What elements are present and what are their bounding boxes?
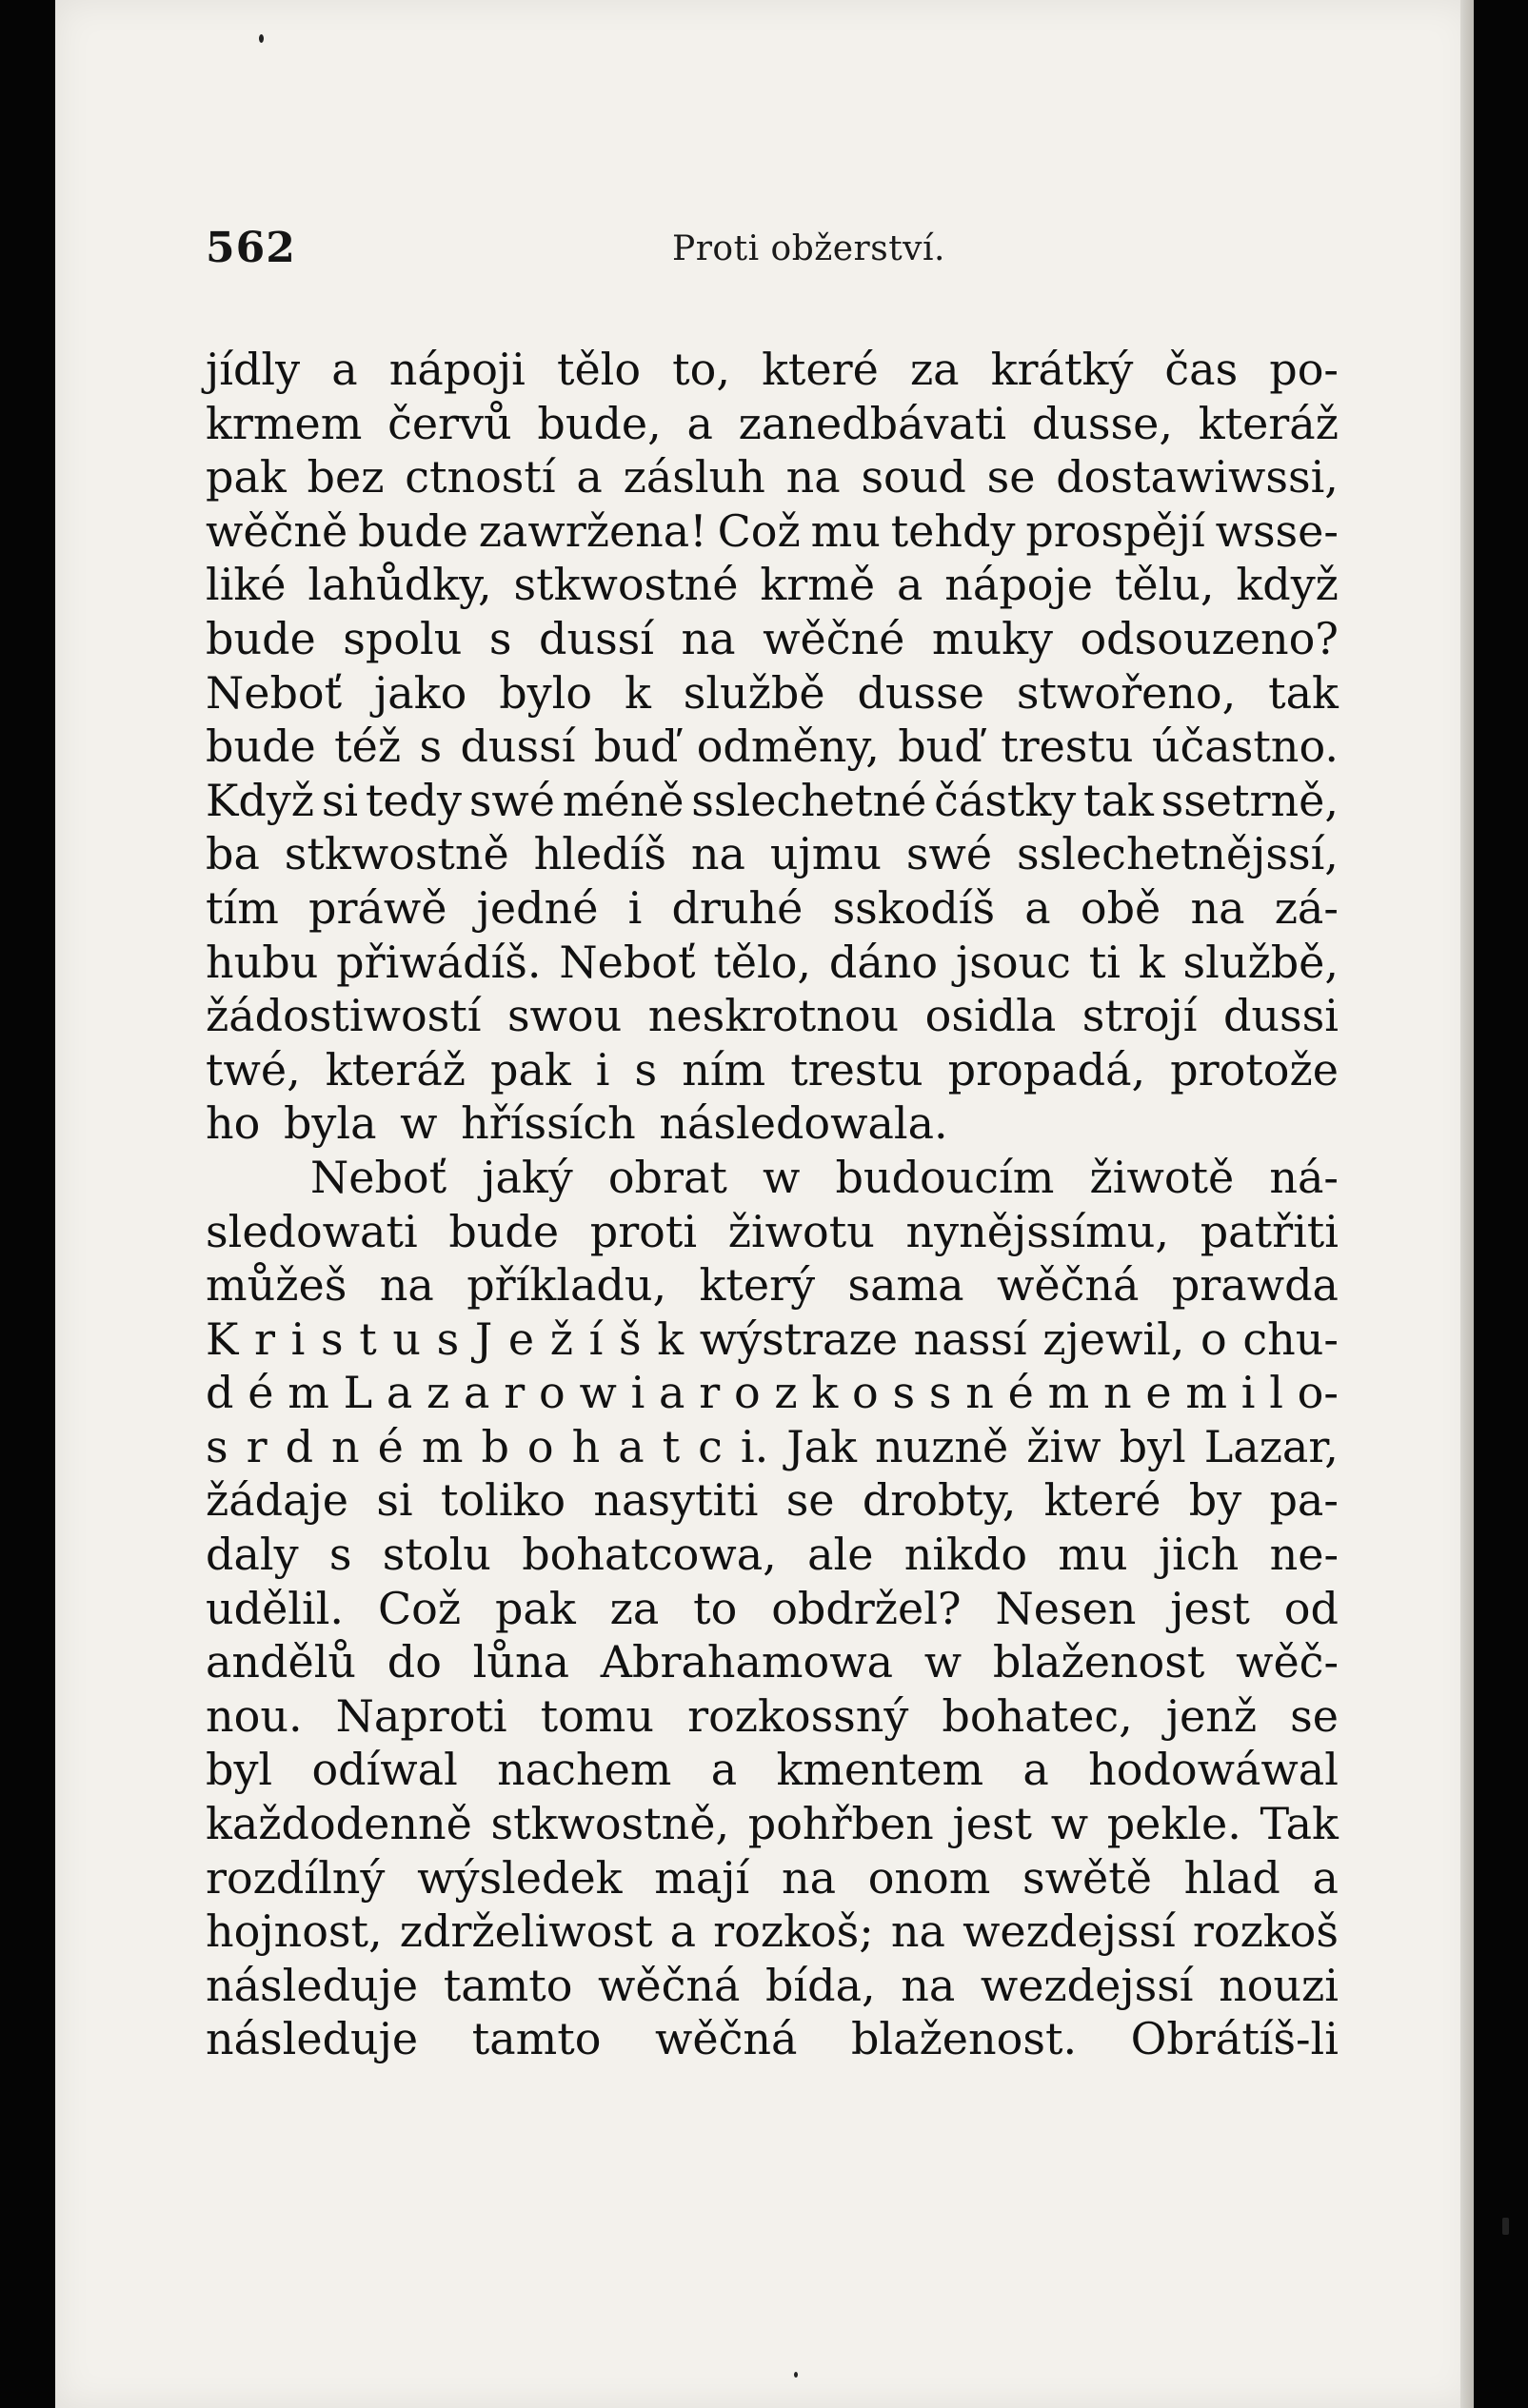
text-line: daly s stolu bohatcowa, ale nikdo mu jich ne- <box>206 1529 1339 1581</box>
text-line: tím práwě jedné i druhé sskodíš a obě na zá- <box>206 881 1339 934</box>
body-text <box>206 343 1339 2066</box>
text-line: twé, kteráž pak i s ním trestu propadá, protože <box>206 1043 1339 1095</box>
paper-speck <box>259 34 264 43</box>
text-line: krmem červů bude, a zanedbávati dusse, kteráž <box>206 397 1339 449</box>
text-line: následuje tamto wěčná blaženost. Obrátíš-li <box>206 2013 1339 2065</box>
text-line: můžeš na příkladu, který sama wěčná prawda <box>206 1259 1339 1312</box>
running-head <box>206 224 1339 290</box>
text-line: Neboť jaký obrat w budoucím žiwotě ná- <box>310 1151 1339 1203</box>
page-number: 562 <box>206 224 296 272</box>
text-line: K r i s t u s J e ž í š k wýstraze nassí zjewil, o chu- <box>206 1313 1339 1365</box>
paragraph <box>206 1151 1339 2066</box>
text-line: Neboť jako bylo k službě dusse stwořeno, tak <box>206 666 1339 719</box>
text-line: bude též s dussí buď odměny, buď trestu účastno. <box>206 720 1339 773</box>
paragraph <box>206 343 1339 1151</box>
text-line: ba stkwostně hledíš na ujmu swé sslechetnějssí, <box>206 828 1339 880</box>
text-line: žádaje si toliko nasytiti se drobty, které by pa- <box>206 1474 1339 1527</box>
text-line: sledowati bude proti žiwotu nynějssímu, patřiti <box>206 1205 1339 1257</box>
text-line: rozdílný wýsledek mají na onom swětě hlad a <box>206 1851 1339 1904</box>
text-line: hojnost, zdrželiwost a rozkoš; na wezdejssí rozkoš <box>206 1905 1339 1958</box>
text-line: liké lahůdky, stkwostné krmě a nápoje tělu, když <box>206 559 1339 611</box>
page-edge <box>1460 0 1474 2408</box>
text-line: wěčně bude zawržena! Což mu tehdy prospějí wsse- <box>206 504 1339 557</box>
running-title: Proti obžerství. <box>672 229 945 268</box>
text-line: jídly a nápoji tělo to, které za krátký čas po- <box>206 344 1339 395</box>
text-line: udělil. Což pak za to obdržel? Nesen jest od <box>206 1582 1339 1634</box>
text-line: hubu přiwádíš. Neboť tělo, dáno jsouc ti k službě, <box>206 936 1339 988</box>
text-line: d é m L a z a r o w i a r o z k o s s n é m n e m i l o- <box>206 1367 1339 1419</box>
paper-speck <box>794 2372 798 2378</box>
text-line: bude spolu s dussí na wěčné muky odsouzeno? <box>206 612 1339 664</box>
text-line: s r d n é m b o h a t c i. Jak nuzně žiw byl Lazar, <box>206 1420 1339 1472</box>
paper-speck <box>1502 2218 1509 2235</box>
text-line: pak bez ctností a zásluh na soud se dostawiwssi, <box>206 451 1339 503</box>
text-line: Když si tedy swé méně sslechetné částky tak ssetrně, <box>206 774 1339 826</box>
text-line: andělů do lůna Abrahamowa w blaženost wěč- <box>206 1636 1339 1688</box>
text-line: každodenně stkwostně, pohřben jest w pekle. Tak <box>206 1798 1339 1850</box>
text-line: následuje tamto wěčná bída, na wezdejssí nouzi <box>206 1959 1339 2011</box>
text-line: nou. Naproti tomu rozkossný bohatec, jenž se <box>206 1689 1339 1742</box>
text-line: ho byla w hříssích následowala. <box>206 1097 948 1150</box>
text-line: byl odíwal nachem a kmentem a hodowáwal <box>206 1744 1339 1796</box>
text-line: žádostiwostí swou neskrotnou osidla strojí dussi <box>206 990 1339 1042</box>
